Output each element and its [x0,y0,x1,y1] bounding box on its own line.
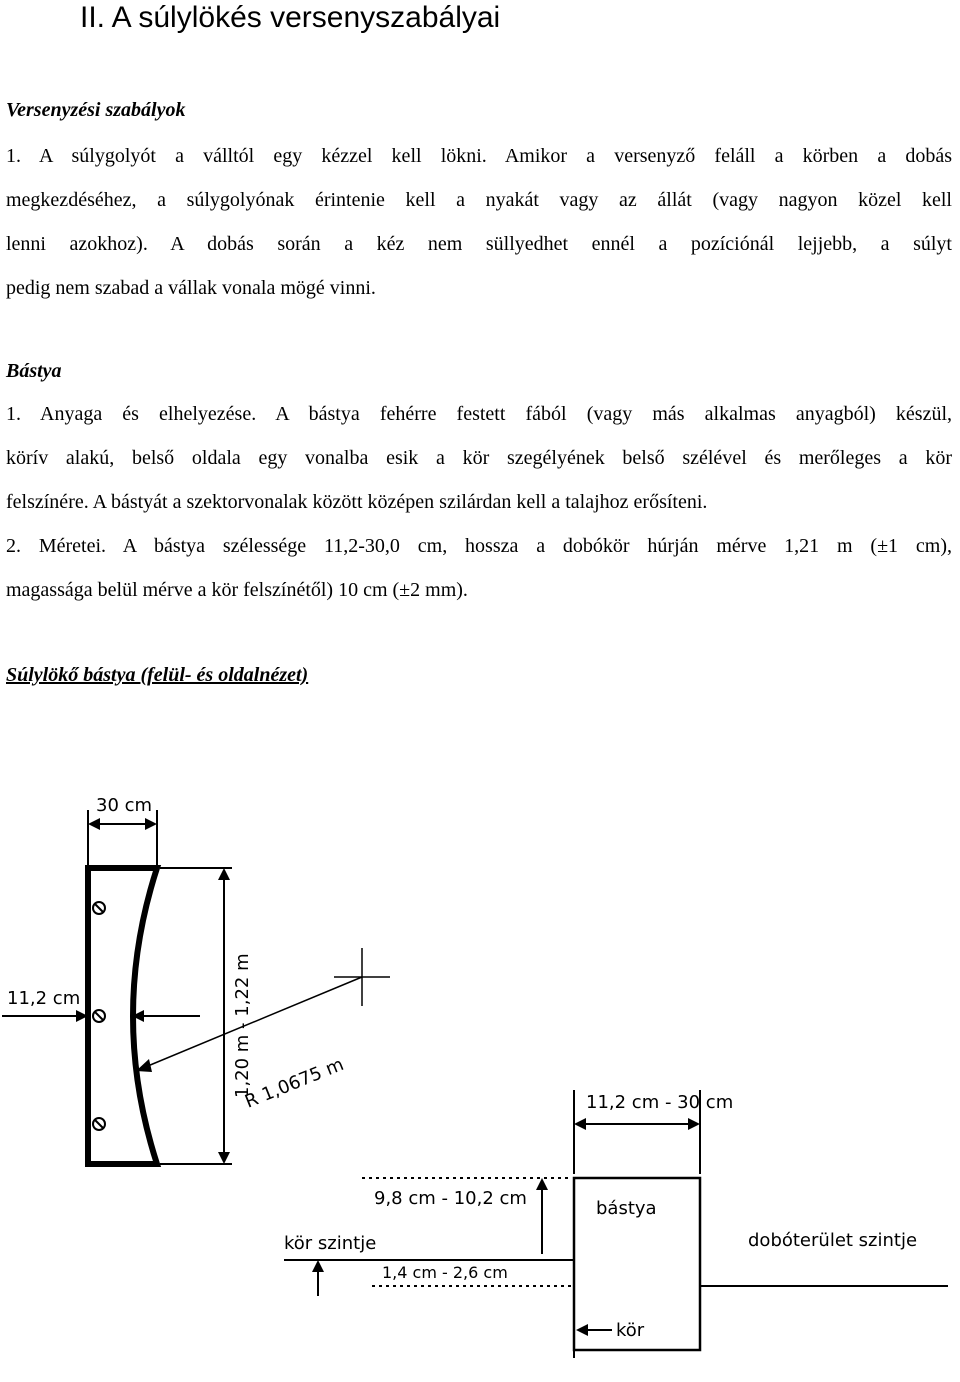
arrow-head [576,1324,588,1336]
text-line: 1. Anyaga és elhelyezése. A bástya fehérre festett fából (vagy más alkalmas anyagból) készül, [6,403,952,425]
width-label: 30 cm [96,795,153,816]
arrow-head [218,1152,230,1164]
arrow-head [312,1260,324,1272]
text-line: felszínére. A bástyát a szektorvonalak között középen szilárdan kell a talajhoz erősíteni. [6,491,708,513]
bastya-paragraph [6,392,952,612]
arrow-head [145,818,157,830]
radius-label: R 1,0675 m [242,1054,347,1113]
side-width-label: 11,2 cm - 30 cm [586,1092,734,1113]
text-line: 1. A súlygolyót a válltól egy kézzel kell lökni. Amikor a versenyző feláll a körben a dobás [6,145,952,167]
arrow-head [88,818,100,830]
text-line: megkezdéséhez, a súlygolyónak érintenie kell a nyakát vagy az állát (vagy nagyon közel kell [6,189,952,211]
arrow-head [218,868,230,880]
arrow-head [688,1118,700,1130]
rules-paragraph [6,134,952,310]
arrow-head [574,1118,586,1130]
block-label: bástya [596,1198,657,1219]
text-line: 2. Méretei. A bástya szélessége 11,2-30,0 cm, hossza a dobókör húrján mérve 1,21 m (±1 cm), [6,535,952,557]
circle-level-label: kör szintje [284,1233,377,1254]
text-line: lenni azokhoz). A dobás során a kéz nem süllyedhet ennél a pozíciónál lejjebb, a súlyt [6,233,952,255]
figure-title: Súlylökő bástya (felül- és oldalnézet) [6,664,309,686]
offset-label: 1,4 cm - 2,6 cm [382,1263,508,1282]
text-line: körív alakú, belső oldala egy vonalba esik a kör szegélyének belső szélével és merőleges a kör [6,447,952,469]
circle-label: kör [616,1320,645,1341]
text-line: magassága belül mérve a kör felszínétől) 10 cm (±2 mm). [6,579,468,601]
section-title-bastya: Bástya [6,360,62,382]
bastya-diagram [0,760,960,1382]
bolt-icon [93,1118,105,1130]
section-title-rules: Versenyzési szabályok [6,99,186,121]
bolt-icon [93,902,105,914]
page-title: II. A súlylökés versenyszabályai [80,1,501,34]
throw-area-level-label: dobóterület szintje [748,1230,918,1251]
arrow-head [536,1178,548,1190]
min-width-label: 11,2 cm [7,988,81,1009]
bolt-icon [93,1010,105,1022]
text-line: pedig nem szabad a vállak vonala mögé vinni. [6,277,376,299]
height-label: 9,8 cm - 10,2 cm [374,1188,527,1209]
length-label: 1,20 m - 1,22 m [232,953,253,1098]
